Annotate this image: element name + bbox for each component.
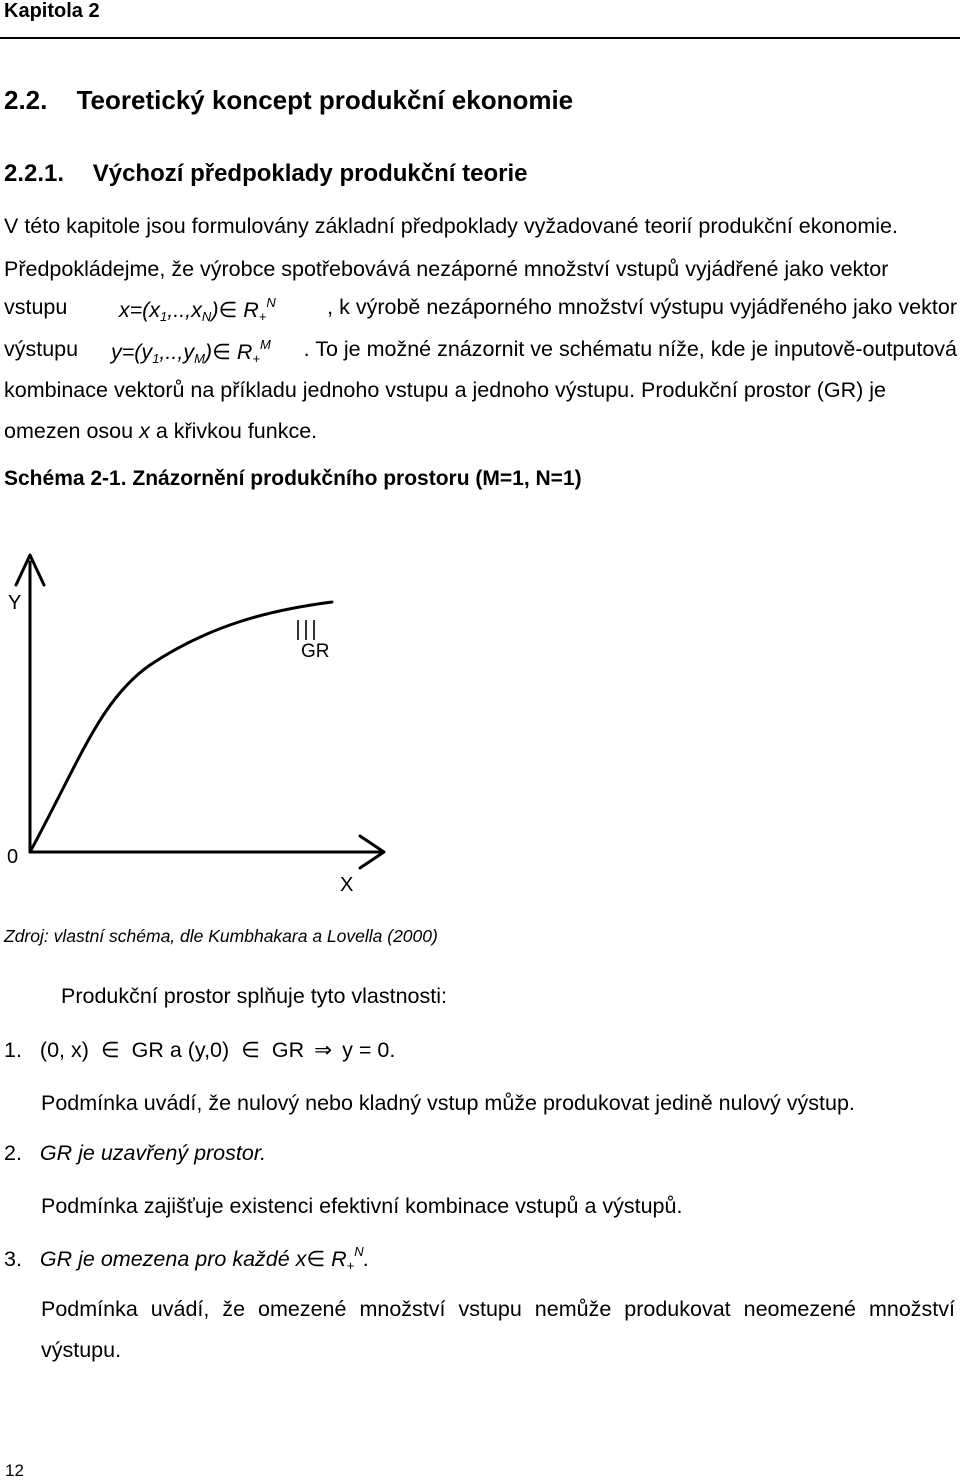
element-of-symbol: ∈ bbox=[241, 1038, 260, 1062]
x-axis-label: X bbox=[340, 874, 354, 896]
property-2-number: 2. bbox=[4, 1141, 22, 1165]
intro-line-4-post: . To je možné znázornit ve schématu níže, kde je inputově-outputová bbox=[303, 337, 957, 361]
subsection-number: 2.2.1. bbox=[4, 160, 65, 187]
intro-line-1: V této kapitole jsou formulovány základní předpoklady vyžadované teorií produkční ekonomie. bbox=[4, 214, 898, 238]
properties-intro: Produkční prostor splňuje tyto vlastnosti: bbox=[61, 984, 447, 1008]
section-number: 2.2. bbox=[4, 85, 48, 115]
section-title: Teoretický koncept produkční ekonomie bbox=[76, 85, 574, 115]
intro-line-3-post: , k výrobě nezáporného množství výstupu vyjádřeného jako vektor bbox=[327, 295, 957, 319]
element-of-symbol: ∈ bbox=[212, 340, 231, 364]
x-axis-variable: x bbox=[139, 419, 150, 443]
intro-line-5: kombinace vektorů na příkladu jednoho vstupu a jednoho výstupu. Produkční prostor (GR) je bbox=[4, 378, 886, 402]
page-number: 12 bbox=[5, 1461, 24, 1480]
implies-symbol: ⇒ bbox=[314, 1038, 333, 1062]
region-label: GR bbox=[301, 641, 330, 662]
figure-caption: Schéma 2-1. Znázornění produkčního prostoru (M=1, N=1) bbox=[4, 467, 582, 490]
output-vector: $y=(y_1,..,y_M)\in$ $R_+^M$ bbox=[110, 337, 271, 366]
running-header: Kapitola 2 bbox=[4, 0, 100, 22]
y-axis-label: Y bbox=[8, 592, 22, 614]
figure-source: Zdroj: vlastní schéma, dle Kumbhakara a Lovella (2000) bbox=[4, 926, 438, 946]
element-of-symbol: ∈ bbox=[306, 1247, 326, 1271]
property-2-description: Podmínka zajišťuje existenci efektivní kombinace vstupů a výstupů. bbox=[41, 1194, 683, 1218]
intro-line-2: Předpokládejme, že výrobce spotřebovává nezáporné množství vstupů vyjádřené jako vektor bbox=[4, 257, 889, 281]
property-2: 2. GR je uzavřený prostor. bbox=[4, 1141, 267, 1165]
intro-line-6: omezen osou x a křivkou funkce. bbox=[4, 419, 318, 443]
property-1-description: Podmínka uvádí, že nulový nebo kladný vstup může produkovat jedině nulový výstup. bbox=[41, 1091, 855, 1115]
intro-line-3-pre: vstupu bbox=[4, 295, 68, 319]
element-of-symbol: ∈ bbox=[218, 298, 238, 322]
element-of-symbol: ∈ bbox=[100, 1038, 120, 1062]
property-3-description-line-2: výstupu. bbox=[41, 1338, 122, 1362]
property-3-number: 3. bbox=[4, 1247, 22, 1271]
property-3: 3. GR je omezena pro každé x∈ $R_+^N$. bbox=[4, 1244, 370, 1273]
property-3-description-line-1: Podmínka uvádí, že omezené množství vstupu nemůže produkovat neomezené množství bbox=[41, 1297, 955, 1321]
subsection-title: Výchozí předpoklady produkční teorie bbox=[92, 160, 528, 187]
property-1: 1. (0, x) ∈ GR a (y,0) ∈ GR ⇒ y = 0. bbox=[4, 1038, 396, 1062]
origin-label: 0 bbox=[7, 846, 19, 868]
input-vector: $x=(x_1,..,x_N)\in$ $R_+^N$ bbox=[118, 295, 276, 324]
intro-line-4-pre: výstupu bbox=[4, 337, 79, 361]
property-1-number: 1. bbox=[4, 1038, 22, 1062]
production-frontier-curve bbox=[30, 602, 332, 852]
